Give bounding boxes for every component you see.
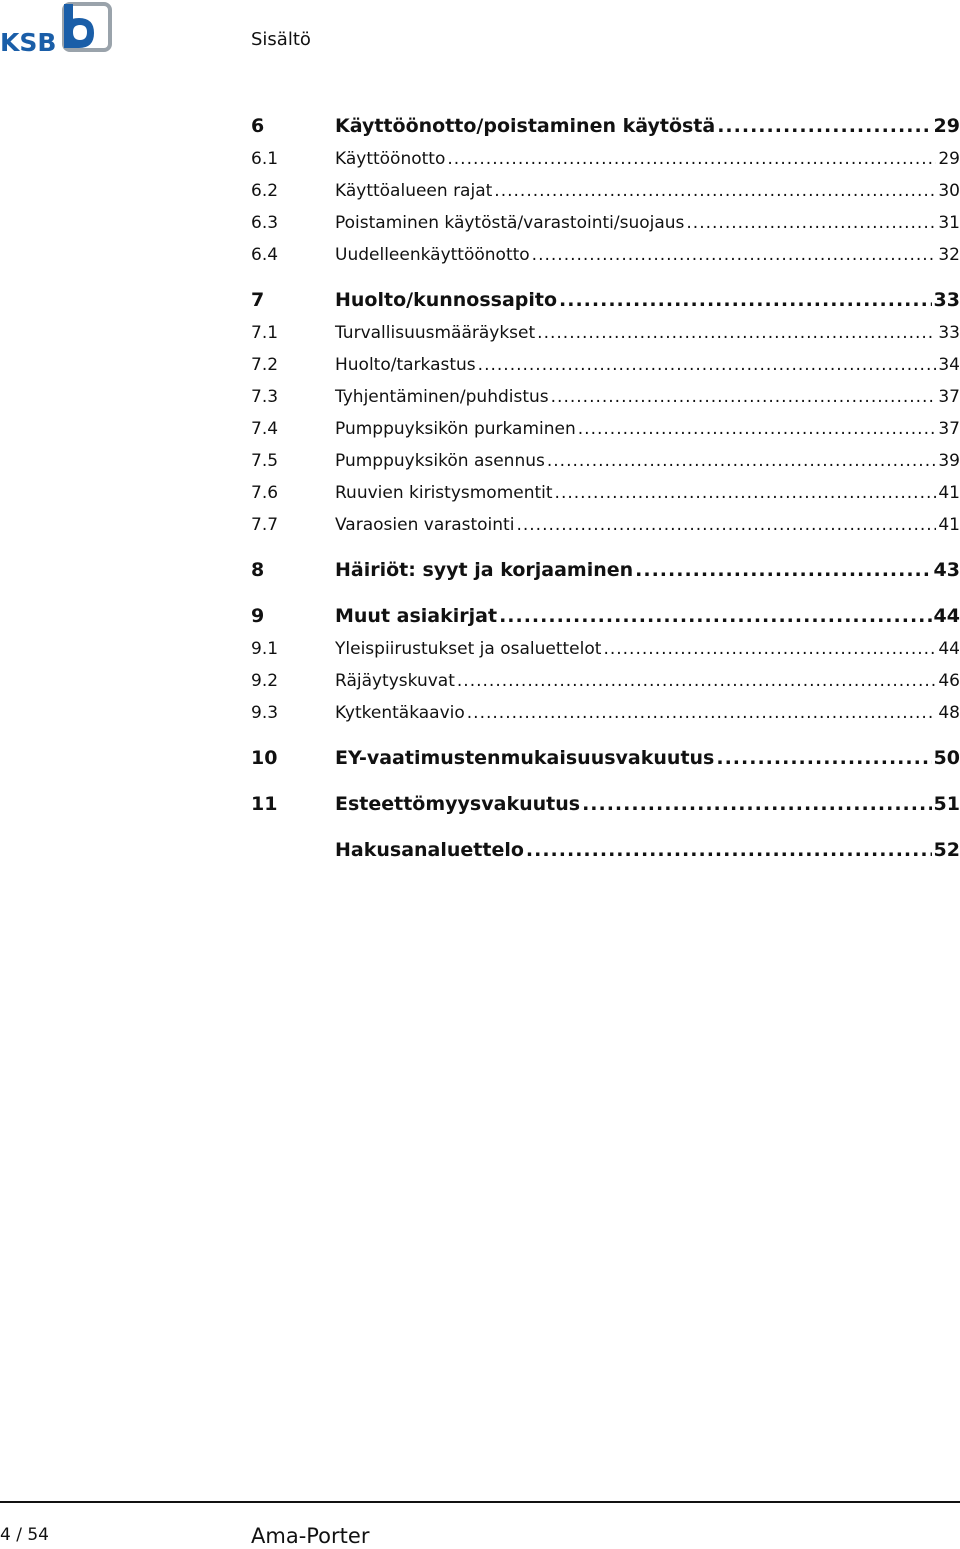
- toc-leader-dots: [717, 115, 931, 137]
- toc-leader-dots: [716, 747, 931, 769]
- toc-entry-number: 9.1: [251, 639, 279, 659]
- toc-entry[interactable]: [251, 115, 960, 149]
- toc-entry[interactable]: [251, 839, 960, 873]
- toc-leader-dots: [516, 515, 936, 535]
- toc-entry[interactable]: [251, 149, 960, 181]
- toc-leader-dots: [547, 451, 936, 471]
- toc-entry-number: 7.5: [251, 451, 279, 471]
- toc-entry-title: Pumppuyksikön purkaminen: [335, 419, 576, 439]
- toc-entry-number: 6.3: [251, 213, 279, 233]
- toc-entry-number: 6.1: [251, 149, 279, 169]
- toc-entry-number: 6.2: [251, 181, 279, 201]
- toc-entry-title: Huolto/kunnossapito: [335, 289, 558, 311]
- toc-entry[interactable]: [251, 181, 960, 213]
- toc-entry-page: 30: [938, 181, 960, 201]
- toc-entry-page: 32: [938, 245, 960, 265]
- toc-entry[interactable]: [251, 639, 960, 671]
- toc-entry-page: 37: [938, 387, 960, 407]
- toc-leader-dots: [551, 387, 937, 407]
- toc-entry-page: 41: [938, 483, 960, 503]
- toc-entry-number: 11: [251, 793, 278, 815]
- toc-entry[interactable]: [251, 213, 960, 245]
- toc-leader-dots: [635, 559, 931, 581]
- product-name: Ama-Porter: [251, 1524, 370, 1548]
- toc-entry-number: 7.2: [251, 355, 279, 375]
- toc-entry-page: 33: [933, 289, 960, 311]
- ksb-logo-text: KSB: [0, 28, 57, 57]
- toc-entry[interactable]: [251, 451, 960, 483]
- toc-entry-title: EY-vaatimustenmukaisuusvakuutus: [335, 747, 715, 769]
- toc-entry-title: Tyhjentäminen/puhdistus: [335, 387, 549, 407]
- toc-entry-title: Ruuvien kiristysmomentit: [335, 483, 553, 503]
- toc-entry-page: 41: [938, 515, 960, 535]
- toc-entry-page: 33: [938, 323, 960, 343]
- page-indicator: 4 / 54: [0, 1525, 49, 1545]
- toc-entry-title: Käyttöönotto: [335, 149, 446, 169]
- toc-entry-title: Muut asiakirjat: [335, 605, 498, 627]
- toc-entry-number: 7.4: [251, 419, 279, 439]
- toc-entry-number: 7.6: [251, 483, 279, 503]
- toc-leader-dots: [494, 181, 936, 201]
- toc-entry[interactable]: [251, 703, 960, 735]
- toc-entry[interactable]: [251, 671, 960, 703]
- toc-entry[interactable]: [251, 483, 960, 515]
- toc-entry[interactable]: [251, 747, 960, 781]
- toc-entry-title: Räjäytyskuvat: [335, 671, 455, 691]
- toc-entry-title: Kytkentäkaavio: [335, 703, 465, 723]
- toc-entry-page: 44: [933, 605, 960, 627]
- toc-entry-title: Huolto/tarkastus: [335, 355, 476, 375]
- toc-entry-number: 10: [251, 747, 278, 769]
- toc-entry-page: 51: [933, 793, 960, 815]
- toc-leader-dots: [499, 605, 931, 627]
- ksb-logo: [0, 0, 114, 58]
- toc-entry[interactable]: [251, 323, 960, 355]
- toc-entry-number: 7.7: [251, 515, 279, 535]
- toc-leader-dots: [537, 323, 936, 343]
- toc-leader-dots: [578, 419, 937, 439]
- toc-entry[interactable]: [251, 559, 960, 593]
- toc-entry-title: Varaosien varastointi: [335, 515, 515, 535]
- toc-leader-dots: [447, 149, 936, 169]
- toc-entry[interactable]: [251, 515, 960, 547]
- toc-entry-number: 7: [251, 289, 265, 311]
- toc-entry[interactable]: [251, 289, 960, 323]
- toc-entry-number: 7.1: [251, 323, 279, 343]
- toc-entry-page: 48: [938, 703, 960, 723]
- toc-leader-dots: [559, 289, 932, 311]
- toc-entry-number: 9: [251, 605, 265, 627]
- toc-entry[interactable]: [251, 387, 960, 419]
- toc-entry-page: 34: [938, 355, 960, 375]
- toc-leader-dots: [478, 355, 937, 375]
- toc-entry-page: 50: [933, 747, 960, 769]
- toc-entry-page: 29: [938, 149, 960, 169]
- toc-entry-number: 8: [251, 559, 265, 581]
- toc-leader-dots: [526, 839, 932, 861]
- toc-entry-title: Esteettömyysvakuutus: [335, 793, 581, 815]
- toc-entry-page: 37: [938, 419, 960, 439]
- toc-entry-number: 9.2: [251, 671, 279, 691]
- toc-entry-title: Uudelleenkäyttöönotto: [335, 245, 530, 265]
- toc-entry-title: Turvallisuusmääräykset: [335, 323, 536, 343]
- toc-leader-dots: [467, 703, 937, 723]
- toc-entry-title: Yleispiirustukset ja osaluettelot: [335, 639, 602, 659]
- toc-entry-title: Häiriöt: syyt ja korjaaminen: [335, 559, 634, 581]
- table-of-contents: [251, 115, 960, 873]
- toc-entry[interactable]: [251, 245, 960, 277]
- toc-leader-dots: [555, 483, 937, 503]
- toc-entry-page: 39: [938, 451, 960, 471]
- toc-entry-title: Hakusanaluettelo: [335, 839, 524, 861]
- toc-leader-dots: [582, 793, 931, 815]
- toc-entry-number: 6: [251, 115, 265, 137]
- toc-entry[interactable]: [251, 605, 960, 639]
- toc-entry-title: Poistaminen käytöstä/varastointi/suojaus: [335, 213, 685, 233]
- toc-entry-number: 7.3: [251, 387, 279, 407]
- toc-entry-title: Pumppuyksikön asennus: [335, 451, 545, 471]
- toc-entry-title: Käyttöönotto/poistaminen käytöstä: [335, 115, 716, 137]
- toc-leader-dots: [686, 213, 936, 233]
- toc-entry-page: 29: [933, 115, 960, 137]
- toc-leader-dots: [603, 639, 936, 659]
- toc-entry-number: 9.3: [251, 703, 279, 723]
- toc-entry-title: Käyttöalueen rajat: [335, 181, 493, 201]
- toc-entry-page: 43: [933, 559, 960, 581]
- toc-leader-dots: [457, 671, 936, 691]
- toc-entry-page: 52: [933, 839, 960, 861]
- toc-entry[interactable]: [251, 419, 960, 451]
- page-title: Sisältö: [251, 29, 311, 50]
- toc-entry-page: 46: [938, 671, 960, 691]
- toc-entry-page: 44: [938, 639, 960, 659]
- toc-entry-number: 6.4: [251, 245, 279, 265]
- toc-leader-dots: [532, 245, 937, 265]
- toc-entry-page: 31: [938, 213, 960, 233]
- toc-entry[interactable]: [251, 793, 960, 827]
- toc-entry[interactable]: [251, 355, 960, 387]
- footer-divider: [0, 1501, 960, 1503]
